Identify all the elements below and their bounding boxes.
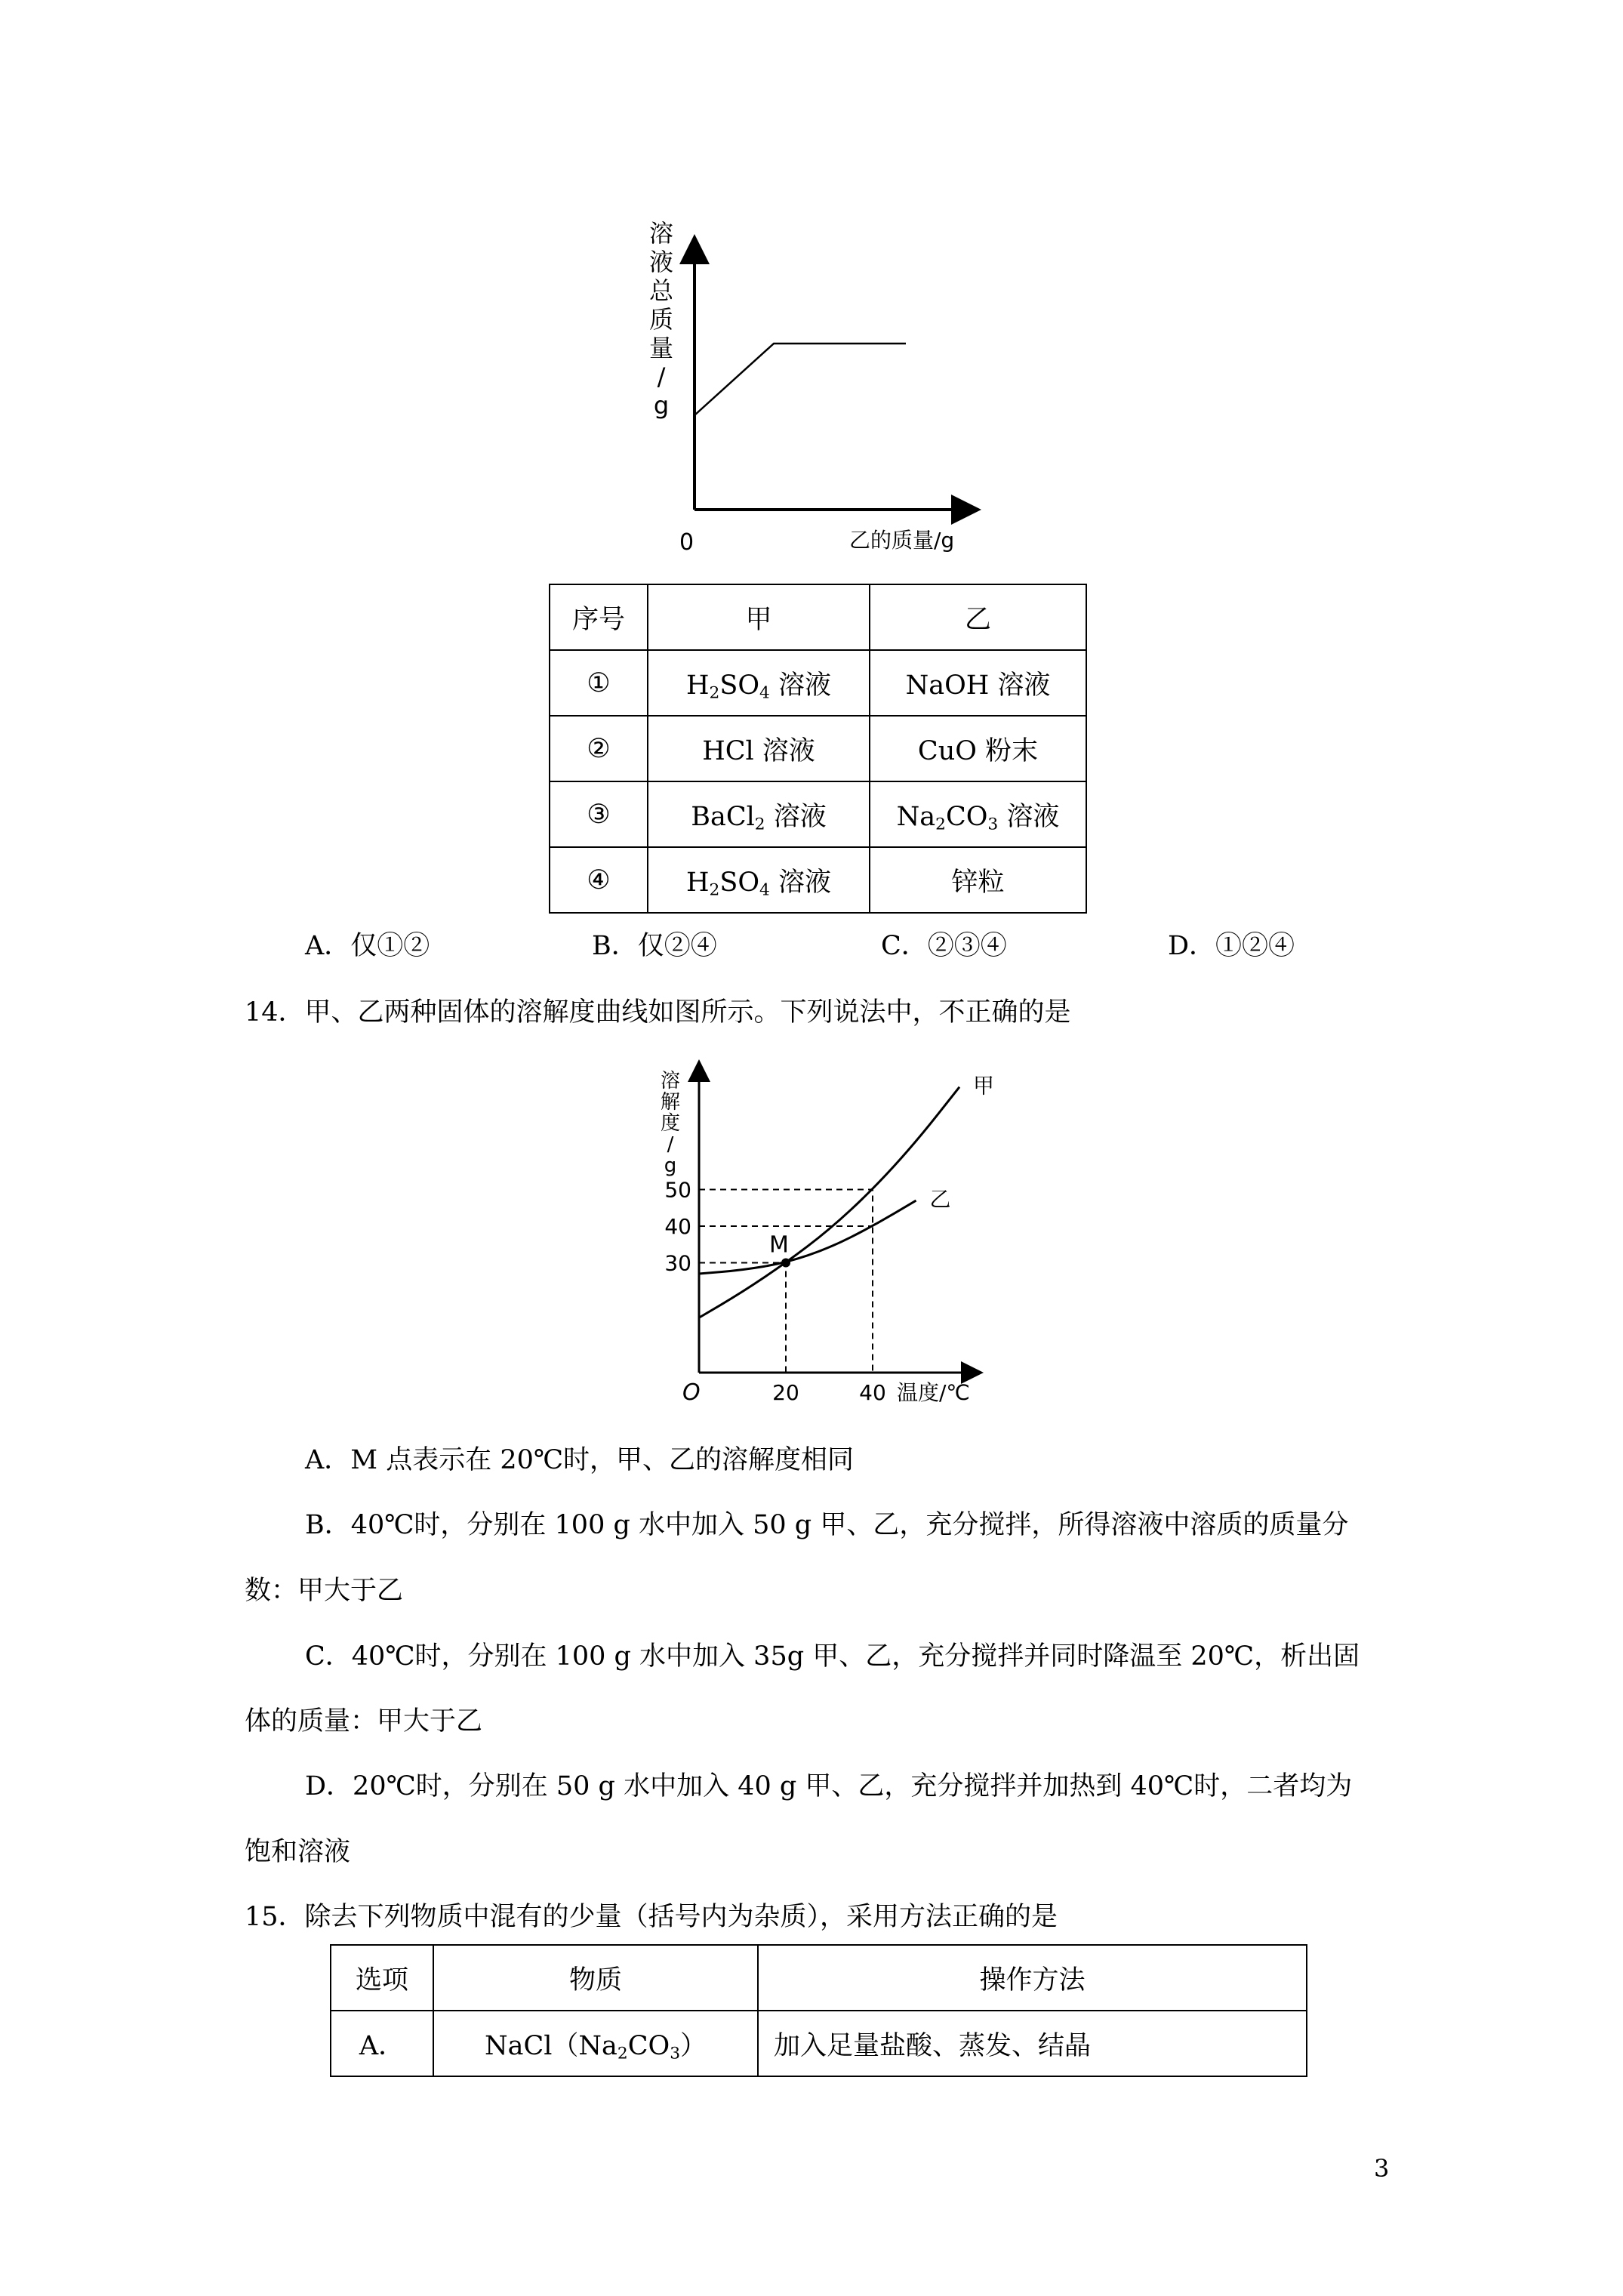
y-tick-label: 50 [664,1177,691,1203]
y-axis-label-char: 溶 [660,1070,681,1093]
series-label-jia: 甲 [973,1073,995,1099]
row-jia: HCl 溶液 [648,716,870,781]
y-axis-label-char: g [664,1154,677,1177]
row-yi: CuO 粉末 [870,716,1086,781]
guide-30 [699,1263,786,1373]
x-axis-label: 乙的质量/g [849,528,955,553]
col-header-yi: 乙 [870,584,1086,650]
mass-line [694,344,906,415]
y-axis-label: 溶 液 总 质 量 / g [648,219,673,420]
row-jia: $H_2SO_4$ 溶液 [648,847,870,913]
row-no: ④ [550,847,648,913]
q13-option-d: D．①②④ [1168,931,1295,961]
series-curve-jia [699,1087,959,1318]
row-substance: $NaCl(Na_2CO_3)$ [433,2011,758,2076]
x-tick-label: 40 [859,1380,886,1405]
x-tick-label: 20 [772,1380,799,1405]
y-axis-label-char: / [667,1133,674,1156]
row-jia: BaCl$_2$ 溶液 [648,781,870,847]
col-header-option: 选项 [331,1945,433,2011]
row-jia: $H_2SO_4$ 溶液 [648,650,870,716]
table-row [550,716,1086,781]
table-row [331,2011,1307,2076]
q13-option-b: B．仅②④ [592,931,717,961]
row-method: 加入足量盐酸、蒸发、结晶 [758,2011,1307,2076]
table-row [550,781,1086,847]
q14-option-d-line2: 饱和溶液 [245,1837,351,1867]
x-axis-label: 温度/℃ [897,1380,970,1405]
row-yi: $Na_2CO_3$ 溶液 [870,781,1086,847]
col-header-method: 操作方法 [758,1945,1307,2011]
y-tick-label: 40 [664,1214,691,1239]
purification-table [330,1944,1307,2077]
row-no: ① [550,650,648,716]
q14-stem: 14．甲、乙两种固体的溶解度曲线如图所示。下列说法中，不正确的是 [245,997,1071,1028]
row-no: ③ [550,781,648,847]
row-yi: 锌粒 [870,847,1086,913]
row-option: A． [331,2011,433,2076]
q13-option-a: A．仅①② [305,931,430,961]
col-header-jia: 甲 [648,584,870,650]
col-header-substance: 物质 [433,1945,758,2011]
row-no: ② [550,716,648,781]
q13-option-c: C．②③④ [881,931,1007,961]
series-label-yi: 乙 [929,1187,951,1213]
page-number: 3 [1374,2154,1390,2183]
reagent-table [549,584,1087,914]
q14-option-d-line1: D．20℃时，分别在 50 g 水中加入 40 g 甲、乙，充分搅拌并加热到 40℃时，二者均为 [305,1771,1353,1801]
origin-label: 0 [679,529,694,556]
y-axis-label-char: 度 [660,1112,681,1135]
q14-option-c-line1: C．40℃时，分别在 100 g 水中加入 35g 甲、乙，充分搅拌并同时降温至 20℃，析出固 [305,1641,1360,1672]
q15-stem: 15．除去下列物质中混有的少量（括号内为杂质），采用方法正确的是 [245,1902,1058,1932]
col-header-no: 序号 [550,584,648,650]
q14-option-c-line2: 体的质量：甲大于乙 [245,1706,483,1737]
q14-option-b-line2: 数：甲大于乙 [245,1576,404,1606]
point-label-m: M [769,1231,789,1259]
solubility-chart [648,1056,995,1410]
table-row [550,650,1086,716]
row-yi: NaOH 溶液 [870,650,1086,716]
figure-solution-mass [634,211,989,566]
y-tick-label: 30 [664,1250,691,1276]
intersection-point [781,1259,790,1268]
origin-label: O [682,1379,701,1406]
q14-option-b-line1: B．40℃时，分别在 100 g 水中加入 50 g 甲、乙，充分搅拌，所得溶液中溶质的质量分 [305,1510,1349,1540]
q14-option-a: A．M 点表示在 20℃时，甲、乙的溶解度相同 [305,1445,855,1475]
table-row [550,847,1086,913]
y-axis-label-char: 解 [660,1091,681,1114]
